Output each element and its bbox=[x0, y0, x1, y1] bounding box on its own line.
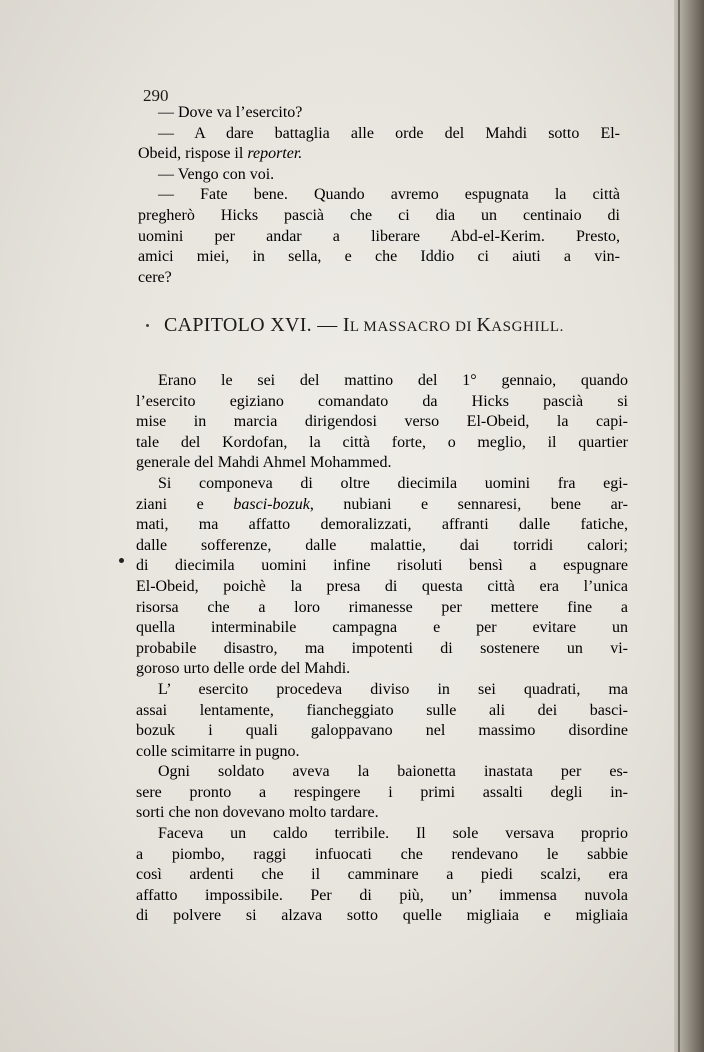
text-line: mise in marcia dirigendosi verso El-Obeid, la capi- bbox=[136, 413, 628, 431]
text-line: Ogni soldato aveva la baionetta inastata per es- bbox=[158, 763, 628, 781]
text-line: cere? bbox=[138, 268, 172, 286]
text-line: — Dove va l’esercito? bbox=[158, 104, 303, 121]
text-line: L’ esercito procedeva diviso in sei quadrati, ma bbox=[158, 680, 628, 698]
page-number: 290 bbox=[143, 86, 169, 105]
text-line: l’esercito egiziano comandato da Hicks pascià si bbox=[136, 392, 628, 410]
text-line: Si componeva di oltre diecimila uomini fra egi- bbox=[158, 474, 628, 492]
text-line: Obeid, rispose il reporter. bbox=[138, 145, 303, 163]
chapter-title-initial: I bbox=[342, 314, 350, 336]
text-line: pregherò Hicks pascià che ci dia un centinaio di bbox=[138, 206, 620, 224]
text-line: amici miei, in sella, e che Iddio ci aiuti a vin- bbox=[138, 248, 620, 266]
text-line: tale del Kordofan, la città forte, o meglio, il quartier bbox=[136, 433, 628, 451]
text-line: bozuk i quali galoppavano nel massimo disordine bbox=[136, 722, 628, 740]
print-speck bbox=[146, 324, 149, 327]
text-line: generale del Mahdi Ahmel Mohammed. bbox=[136, 454, 392, 472]
text-line: — Fate bene. Quando avremo espugnata la città bbox=[158, 186, 620, 204]
text-line: sorti che non dovevano molto tardare. bbox=[136, 804, 379, 822]
basci-bozuk-word: basci-bozuk bbox=[233, 495, 310, 513]
text-line: probabile disastro, ma impotenti di sostenere un vi- bbox=[136, 639, 628, 657]
text-line: dalle sofferenze, dalle malattie, dai torridi calori; bbox=[136, 536, 628, 554]
text-line: Erano le sei del mattino del 1° gennaio, quando bbox=[158, 372, 628, 389]
text-line: colle scimitarre in pugno. bbox=[136, 742, 300, 760]
text-line: affatto impossibile. Per di più, un’ immensa nuvola bbox=[136, 886, 628, 904]
text-line: mati, ma affatto demoralizzati, affranti dalle fatiche, bbox=[136, 516, 628, 534]
reporter-word: reporter. bbox=[247, 145, 303, 163]
dialogue-section bbox=[138, 104, 620, 289]
chapter-title-part: ASGHILL. bbox=[491, 319, 564, 335]
page-spine-edge bbox=[678, 0, 680, 1052]
text-line: assai lentamente, fiancheggiato sulle ali dei basci- bbox=[136, 701, 628, 719]
chapter-number: CAPITOLO XVI. — bbox=[164, 314, 338, 336]
chapter-heading bbox=[164, 314, 564, 337]
body-text bbox=[136, 372, 628, 928]
text-line: di polvere si alzava sotto quelle migliaia e migliaia bbox=[136, 907, 628, 925]
text-line: — Vengo con voi. bbox=[158, 165, 275, 183]
text-line: goroso urto delle orde del Mahdi. bbox=[136, 660, 351, 678]
text-line: sere pronto a respingere i primi assalti degli in- bbox=[136, 783, 628, 801]
chapter-title-initial: K bbox=[476, 314, 492, 336]
text-line: quella interminabile campagna e per evitare un bbox=[136, 619, 628, 637]
text-line: uomini per andar a liberare Abd-el-Kerim. Presto, bbox=[138, 227, 620, 245]
text-line: El-Obeid, poichè la presa di questa città era l’unica bbox=[136, 577, 628, 595]
text-line: di diecimila uomini infine risoluti bensì a espugnare bbox=[136, 557, 628, 575]
text-line: — A dare battaglia alle orde del Mahdi sotto El- bbox=[158, 124, 620, 142]
chapter-title-part: L MASSACRO DI bbox=[349, 319, 477, 335]
text-line: così ardenti che il camminare a piedi scalzi, era bbox=[136, 866, 628, 884]
text-line: Faceva un caldo terribile. Il sole versava proprio bbox=[158, 825, 628, 843]
text-line: a piombo, raggi infuocati che rendevano le sabbie bbox=[136, 845, 628, 863]
margin-mark bbox=[119, 558, 124, 563]
text-line: ziani e basci-bozuk, nubiani e sennaresi, bene ar- bbox=[136, 495, 629, 513]
text-line: risorsa che a loro rimanesse per mettere fine a bbox=[136, 598, 628, 616]
